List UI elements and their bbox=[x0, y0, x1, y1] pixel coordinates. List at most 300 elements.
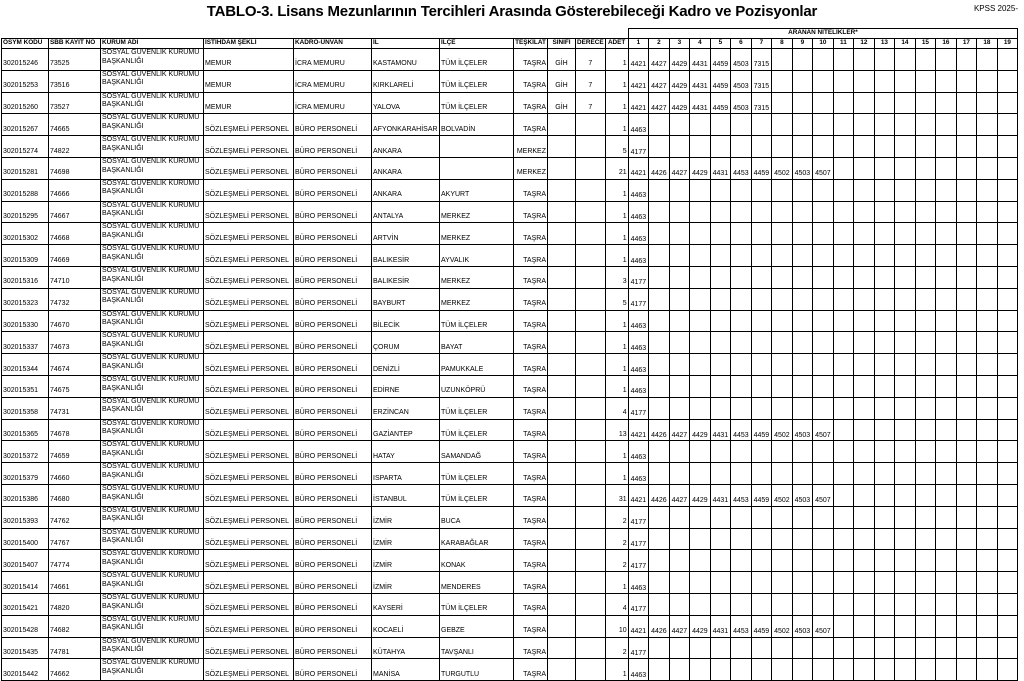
cell-nitelik-9 bbox=[792, 114, 813, 136]
cell-nitelik-10 bbox=[813, 637, 834, 659]
cell-il: MANİSA bbox=[372, 659, 440, 681]
cell-nitelik-4 bbox=[690, 550, 711, 572]
cell-nitelik-8 bbox=[772, 223, 793, 245]
cell-nitelik-2 bbox=[649, 245, 670, 267]
cell-sinifi bbox=[548, 266, 576, 288]
kurum-line: BAŞKANLIĞI bbox=[102, 231, 144, 239]
cell-nitelik-13 bbox=[874, 506, 895, 528]
cell-nitelik-9 bbox=[792, 288, 813, 310]
cell-osym-kodu: 302015414 bbox=[2, 572, 49, 594]
cell-sbb-kayit-no: 74774 bbox=[49, 550, 101, 572]
cell-adet: 3 bbox=[605, 266, 628, 288]
cell-nitelik-15 bbox=[915, 637, 936, 659]
cell-nitelik-4: 4431 bbox=[690, 49, 711, 71]
cell-nitelik-5 bbox=[710, 266, 731, 288]
cell-il: İZMİR bbox=[372, 550, 440, 572]
cell-nitelik-13 bbox=[874, 114, 895, 136]
col-kadro-unvan: KADRO-ÜNVAN bbox=[294, 39, 372, 49]
cell-nitelik-17 bbox=[956, 223, 977, 245]
cell-nitelik-16 bbox=[936, 550, 957, 572]
cell-nitelik-17 bbox=[956, 593, 977, 615]
cell-il: ISPARTA bbox=[372, 463, 440, 485]
cell-kurum-adi bbox=[101, 572, 204, 594]
cell-nitelik-8 bbox=[772, 593, 793, 615]
cell-nitelik-7: 4459 bbox=[751, 157, 772, 179]
cell-sbb-kayit-no: 74682 bbox=[49, 615, 101, 637]
cell-nitelik-16 bbox=[936, 572, 957, 594]
cell-nitelik-1: 4177 bbox=[628, 397, 649, 419]
kurum-line: BAŞKANLIĞI bbox=[102, 471, 144, 479]
cell-kadro-unvan: BÜRO PERSONELİ bbox=[294, 637, 372, 659]
cell-sinifi bbox=[548, 310, 576, 332]
cell-nitelik-13 bbox=[874, 637, 895, 659]
cell-nitelik-18 bbox=[977, 506, 998, 528]
cell-nitelik-3: 4427 bbox=[669, 419, 690, 441]
cell-istihdam-sekli: SÖZLEŞMELİ PERSONEL bbox=[204, 310, 294, 332]
cell-nitelik-3 bbox=[669, 659, 690, 681]
table-row bbox=[2, 375, 1018, 397]
col-nitelik-17: 17 bbox=[956, 39, 977, 49]
kurum-line: BAŞKANLIĞI bbox=[102, 646, 144, 654]
col-nitelik-4: 4 bbox=[690, 39, 711, 49]
cell-istihdam-sekli: SÖZLEŞMELİ PERSONEL bbox=[204, 659, 294, 681]
cell-nitelik-9 bbox=[792, 593, 813, 615]
cell-nitelik-15 bbox=[915, 201, 936, 223]
cell-sinifi bbox=[548, 201, 576, 223]
cell-sbb-kayit-no: 74732 bbox=[49, 288, 101, 310]
cell-nitelik-1: 4421 bbox=[628, 615, 649, 637]
cell-sinifi: GİH bbox=[548, 92, 576, 114]
cell-nitelik-4 bbox=[690, 463, 711, 485]
cell-nitelik-3 bbox=[669, 528, 690, 550]
cell-nitelik-2 bbox=[649, 332, 670, 354]
cell-istihdam-sekli: SÖZLEŞMELİ PERSONEL bbox=[204, 637, 294, 659]
cell-nitelik-2 bbox=[649, 550, 670, 572]
cell-kurum-adi bbox=[101, 419, 204, 441]
cell-nitelik-7 bbox=[751, 659, 772, 681]
cell-nitelik-18 bbox=[977, 288, 998, 310]
cell-nitelik-10 bbox=[813, 136, 834, 158]
cell-nitelik-9 bbox=[792, 70, 813, 92]
cell-nitelik-13 bbox=[874, 201, 895, 223]
cell-nitelik-11 bbox=[833, 419, 854, 441]
cell-ilce: KONAK bbox=[440, 550, 514, 572]
cell-nitelik-11 bbox=[833, 332, 854, 354]
cell-osym-kodu: 302015330 bbox=[2, 310, 49, 332]
cell-kurum-adi bbox=[101, 245, 204, 267]
kurum-line: BAŞKANLIĞI bbox=[102, 558, 144, 566]
col-nitelik-13: 13 bbox=[874, 39, 895, 49]
col-nitelik-8: 8 bbox=[772, 39, 793, 49]
kurum-line: SOSYAL GÜVENLİK KURUMU bbox=[102, 397, 200, 405]
cell-nitelik-12 bbox=[854, 615, 875, 637]
cell-nitelik-12 bbox=[854, 506, 875, 528]
col-nitelik-14: 14 bbox=[895, 39, 916, 49]
cell-il: KAYSERİ bbox=[372, 593, 440, 615]
cell-kadro-unvan: BÜRO PERSONELİ bbox=[294, 245, 372, 267]
cell-nitelik-17 bbox=[956, 397, 977, 419]
cell-sinifi bbox=[548, 506, 576, 528]
cell-nitelik-8 bbox=[772, 136, 793, 158]
cell-sinifi bbox=[548, 223, 576, 245]
cell-ilce: MENDERES bbox=[440, 572, 514, 594]
cell-nitelik-11 bbox=[833, 572, 854, 594]
cell-nitelik-8 bbox=[772, 441, 793, 463]
col-nitelik-9: 9 bbox=[792, 39, 813, 49]
cell-nitelik-1: 4177 bbox=[628, 550, 649, 572]
kurum-line: BAŞKANLIĞI bbox=[102, 667, 144, 675]
cell-kadro-unvan: BÜRO PERSONELİ bbox=[294, 463, 372, 485]
cell-nitelik-10 bbox=[813, 397, 834, 419]
cell-nitelik-5 bbox=[710, 310, 731, 332]
cell-istihdam-sekli: SÖZLEŞMELİ PERSONEL bbox=[204, 179, 294, 201]
cell-nitelik-11 bbox=[833, 49, 854, 71]
cell-nitelik-17 bbox=[956, 310, 977, 332]
cell-nitelik-10 bbox=[813, 70, 834, 92]
kurum-line: SOSYAL GÜVENLİK KURUMU bbox=[102, 179, 200, 187]
cell-nitelik-6: 4503 bbox=[731, 92, 752, 114]
cell-nitelik-16 bbox=[936, 332, 957, 354]
cell-nitelik-9: 4503 bbox=[792, 615, 813, 637]
cell-derece bbox=[576, 332, 606, 354]
cell-nitelik-18 bbox=[977, 49, 998, 71]
cell-nitelik-8 bbox=[772, 397, 793, 419]
cell-nitelik-15 bbox=[915, 615, 936, 637]
cell-nitelik-4 bbox=[690, 528, 711, 550]
cell-nitelik-6 bbox=[731, 332, 752, 354]
cell-sbb-kayit-no: 74710 bbox=[49, 266, 101, 288]
cell-nitelik-7: 7315 bbox=[751, 92, 772, 114]
kurum-line: SOSYAL GÜVENLİK KURUMU bbox=[102, 441, 200, 449]
cell-sinifi bbox=[548, 484, 576, 506]
cell-nitelik-2: 4427 bbox=[649, 70, 670, 92]
cell-nitelik-16 bbox=[936, 484, 957, 506]
cell-osym-kodu: 302015274 bbox=[2, 136, 49, 158]
table-row bbox=[2, 506, 1018, 528]
cell-nitelik-14 bbox=[895, 615, 916, 637]
cell-adet: 2 bbox=[605, 637, 628, 659]
cell-nitelik-5 bbox=[710, 506, 731, 528]
col-kurum-adi: KURUM ADI bbox=[101, 39, 204, 49]
cell-teskilat: TAŞRA bbox=[514, 659, 548, 681]
cell-nitelik-16 bbox=[936, 70, 957, 92]
cell-nitelik-6 bbox=[731, 375, 752, 397]
kurum-line: SOSYAL GÜVENLİK KURUMU bbox=[102, 593, 200, 601]
cell-nitelik-6 bbox=[731, 288, 752, 310]
cell-osym-kodu: 302015302 bbox=[2, 223, 49, 245]
kurum-line: BAŞKANLIĞI bbox=[102, 406, 144, 414]
cell-nitelik-2 bbox=[649, 637, 670, 659]
cell-nitelik-6 bbox=[731, 397, 752, 419]
cell-sinifi bbox=[548, 419, 576, 441]
kurum-line: SOSYAL GÜVENLİK KURUMU bbox=[102, 659, 200, 667]
cell-kadro-unvan: BÜRO PERSONELİ bbox=[294, 528, 372, 550]
cell-nitelik-6 bbox=[731, 179, 752, 201]
cell-nitelik-13 bbox=[874, 245, 895, 267]
cell-teskilat: TAŞRA bbox=[514, 615, 548, 637]
cell-sbb-kayit-no: 74674 bbox=[49, 354, 101, 376]
cell-nitelik-11 bbox=[833, 397, 854, 419]
cell-nitelik-12 bbox=[854, 441, 875, 463]
cell-nitelik-18 bbox=[977, 157, 998, 179]
col-nitelik-12: 12 bbox=[854, 39, 875, 49]
cell-nitelik-11 bbox=[833, 310, 854, 332]
cell-ilce: GEBZE bbox=[440, 615, 514, 637]
cell-nitelik-14 bbox=[895, 92, 916, 114]
cell-nitelik-6: 4453 bbox=[731, 157, 752, 179]
cell-teskilat: TAŞRA bbox=[514, 245, 548, 267]
cell-nitelik-13 bbox=[874, 550, 895, 572]
col-istihdam-sekli: İSTİHDAM ŞEKLİ bbox=[204, 39, 294, 49]
cell-nitelik-8 bbox=[772, 463, 793, 485]
cell-nitelik-13 bbox=[874, 136, 895, 158]
cell-nitelik-3 bbox=[669, 179, 690, 201]
cell-osym-kodu: 302015421 bbox=[2, 593, 49, 615]
cell-nitelik-7 bbox=[751, 310, 772, 332]
cell-nitelik-14 bbox=[895, 70, 916, 92]
cell-nitelik-7 bbox=[751, 550, 772, 572]
kurum-line: BAŞKANLIĞI bbox=[102, 188, 144, 196]
cell-nitelik-3 bbox=[669, 136, 690, 158]
cell-il: ANKARA bbox=[372, 179, 440, 201]
table-row bbox=[2, 266, 1018, 288]
cell-nitelik-12 bbox=[854, 659, 875, 681]
cell-nitelik-18 bbox=[977, 70, 998, 92]
cell-derece bbox=[576, 463, 606, 485]
cell-nitelik-17 bbox=[956, 484, 977, 506]
cell-nitelik-5 bbox=[710, 593, 731, 615]
cell-derece bbox=[576, 528, 606, 550]
table-row bbox=[2, 593, 1018, 615]
cell-nitelik-6 bbox=[731, 245, 752, 267]
cell-ilce: MERKEZ bbox=[440, 266, 514, 288]
cell-nitelik-5 bbox=[710, 332, 731, 354]
cell-nitelik-11 bbox=[833, 266, 854, 288]
kurum-line: BAŞKANLIĞI bbox=[102, 537, 144, 545]
cell-nitelik-16 bbox=[936, 310, 957, 332]
cell-nitelik-17 bbox=[956, 70, 977, 92]
cell-sinifi bbox=[548, 593, 576, 615]
cell-nitelik-7: 4459 bbox=[751, 419, 772, 441]
cell-nitelik-16 bbox=[936, 354, 957, 376]
cell-nitelik-10: 4507 bbox=[813, 419, 834, 441]
cell-nitelik-5 bbox=[710, 659, 731, 681]
cell-derece bbox=[576, 223, 606, 245]
cell-nitelik-4: 4429 bbox=[690, 615, 711, 637]
cell-nitelik-7 bbox=[751, 572, 772, 594]
cell-nitelik-1: 4463 bbox=[628, 332, 649, 354]
cell-teskilat: TAŞRA bbox=[514, 49, 548, 71]
cell-osym-kodu: 302015428 bbox=[2, 615, 49, 637]
cell-nitelik-7 bbox=[751, 528, 772, 550]
table-header bbox=[2, 29, 1018, 49]
kurum-line: BAŞKANLIĞI bbox=[102, 362, 144, 370]
cell-nitelik-14 bbox=[895, 484, 916, 506]
cell-nitelik-3 bbox=[669, 637, 690, 659]
cell-nitelik-3 bbox=[669, 201, 690, 223]
cell-adet: 2 bbox=[605, 550, 628, 572]
cell-nitelik-11 bbox=[833, 223, 854, 245]
cell-osym-kodu: 302015365 bbox=[2, 419, 49, 441]
cell-nitelik-13 bbox=[874, 484, 895, 506]
cell-ilce: TÜM İLÇELER bbox=[440, 484, 514, 506]
cell-nitelik-5 bbox=[710, 245, 731, 267]
cell-nitelik-10 bbox=[813, 572, 834, 594]
cell-nitelik-9 bbox=[792, 49, 813, 71]
cell-nitelik-17 bbox=[956, 419, 977, 441]
cell-osym-kodu: 302015309 bbox=[2, 245, 49, 267]
cell-nitelik-1: 4421 bbox=[628, 484, 649, 506]
cell-nitelik-14 bbox=[895, 179, 916, 201]
table-row bbox=[2, 637, 1018, 659]
table-row bbox=[2, 615, 1018, 637]
kurum-line: BAŞKANLIĞI bbox=[102, 253, 144, 261]
cell-ilce: TÜM İLÇELER bbox=[440, 419, 514, 441]
cell-nitelik-3 bbox=[669, 593, 690, 615]
cell-nitelik-8 bbox=[772, 114, 793, 136]
cell-nitelik-13 bbox=[874, 49, 895, 71]
kurum-line: BAŞKANLIĞI bbox=[102, 340, 144, 348]
cell-ilce: TÜM İLÇELER bbox=[440, 49, 514, 71]
cell-ilce: BOLVADİN bbox=[440, 114, 514, 136]
cell-kadro-unvan: BÜRO PERSONELİ bbox=[294, 114, 372, 136]
cell-nitelik-13 bbox=[874, 615, 895, 637]
corner-label: KPSS 2025- bbox=[973, 4, 1018, 13]
cell-ilce: KARABAĞLAR bbox=[440, 528, 514, 550]
cell-osym-kodu: 302015316 bbox=[2, 266, 49, 288]
table-row bbox=[2, 354, 1018, 376]
cell-nitelik-14 bbox=[895, 157, 916, 179]
kurum-line: BAŞKANLIĞI bbox=[102, 624, 144, 632]
cell-nitelik-10 bbox=[813, 441, 834, 463]
cell-nitelik-5: 4459 bbox=[710, 70, 731, 92]
cell-nitelik-3: 4427 bbox=[669, 484, 690, 506]
cell-nitelik-7 bbox=[751, 397, 772, 419]
cell-nitelik-8 bbox=[772, 659, 793, 681]
cell-derece bbox=[576, 157, 606, 179]
cell-nitelik-13 bbox=[874, 375, 895, 397]
cell-nitelik-19 bbox=[997, 266, 1018, 288]
cell-nitelik-12 bbox=[854, 157, 875, 179]
cell-il: DENİZLİ bbox=[372, 354, 440, 376]
cell-nitelik-6: 4453 bbox=[731, 484, 752, 506]
cell-nitelik-19 bbox=[997, 484, 1018, 506]
cell-nitelik-15 bbox=[915, 572, 936, 594]
cell-nitelik-7 bbox=[751, 136, 772, 158]
cell-nitelik-18 bbox=[977, 419, 998, 441]
cell-nitelik-19 bbox=[997, 615, 1018, 637]
cell-ilce: BAYAT bbox=[440, 332, 514, 354]
cell-nitelik-3 bbox=[669, 463, 690, 485]
cell-teskilat: TAŞRA bbox=[514, 310, 548, 332]
kurum-line: SOSYAL GÜVENLİK KURUMU bbox=[102, 354, 200, 362]
cell-ilce bbox=[440, 157, 514, 179]
cell-nitelik-13 bbox=[874, 92, 895, 114]
cell-nitelik-12 bbox=[854, 528, 875, 550]
cell-nitelik-3 bbox=[669, 288, 690, 310]
cell-nitelik-19 bbox=[997, 572, 1018, 594]
cell-ilce: TÜM İLÇELER bbox=[440, 397, 514, 419]
cell-istihdam-sekli: SÖZLEŞMELİ PERSONEL bbox=[204, 157, 294, 179]
cell-nitelik-3: 4427 bbox=[669, 157, 690, 179]
col-nitelik-5: 5 bbox=[710, 39, 731, 49]
cell-nitelik-4 bbox=[690, 593, 711, 615]
cell-nitelik-18 bbox=[977, 332, 998, 354]
cell-nitelik-11 bbox=[833, 637, 854, 659]
cell-nitelik-16 bbox=[936, 92, 957, 114]
cell-nitelik-2 bbox=[649, 659, 670, 681]
cell-nitelik-18 bbox=[977, 637, 998, 659]
cell-nitelik-11 bbox=[833, 288, 854, 310]
cell-nitelik-15 bbox=[915, 375, 936, 397]
cell-nitelik-9 bbox=[792, 397, 813, 419]
cell-teskilat: TAŞRA bbox=[514, 266, 548, 288]
cell-il: HATAY bbox=[372, 441, 440, 463]
cell-nitelik-8: 4502 bbox=[772, 419, 793, 441]
cell-nitelik-7 bbox=[751, 332, 772, 354]
cell-kadro-unvan: BÜRO PERSONELİ bbox=[294, 593, 372, 615]
cell-nitelik-9 bbox=[792, 245, 813, 267]
cell-osym-kodu: 302015400 bbox=[2, 528, 49, 550]
cell-nitelik-2 bbox=[649, 114, 670, 136]
cell-istihdam-sekli: SÖZLEŞMELİ PERSONEL bbox=[204, 201, 294, 223]
cell-nitelik-9: 4503 bbox=[792, 484, 813, 506]
cell-nitelik-15 bbox=[915, 310, 936, 332]
cell-nitelik-19 bbox=[997, 332, 1018, 354]
cell-kadro-unvan: BÜRO PERSONELİ bbox=[294, 157, 372, 179]
cell-nitelik-9: 4503 bbox=[792, 419, 813, 441]
cell-sbb-kayit-no: 74820 bbox=[49, 593, 101, 615]
cell-nitelik-18 bbox=[977, 266, 998, 288]
cell-nitelik-3 bbox=[669, 223, 690, 245]
cell-nitelik-16 bbox=[936, 593, 957, 615]
cell-kurum-adi bbox=[101, 201, 204, 223]
cell-nitelik-15 bbox=[915, 484, 936, 506]
cell-nitelik-17 bbox=[956, 441, 977, 463]
cell-nitelik-7: 4459 bbox=[751, 484, 772, 506]
kurum-line: SOSYAL GÜVENLİK KURUMU bbox=[102, 375, 200, 383]
cell-derece bbox=[576, 484, 606, 506]
cell-sinifi bbox=[548, 615, 576, 637]
cell-osym-kodu: 302015379 bbox=[2, 463, 49, 485]
cell-nitelik-6 bbox=[731, 136, 752, 158]
cell-nitelik-11 bbox=[833, 659, 854, 681]
kurum-line: SOSYAL GÜVENLİK KURUMU bbox=[102, 310, 200, 318]
cell-nitelik-6 bbox=[731, 463, 752, 485]
cell-nitelik-16 bbox=[936, 441, 957, 463]
cell-teskilat: TAŞRA bbox=[514, 375, 548, 397]
cell-nitelik-2 bbox=[649, 441, 670, 463]
cell-nitelik-10 bbox=[813, 550, 834, 572]
cell-ilce: MERKEZ bbox=[440, 201, 514, 223]
kurum-line: SOSYAL GÜVENLİK KURUMU bbox=[102, 266, 200, 274]
cell-nitelik-18 bbox=[977, 659, 998, 681]
cell-nitelik-9 bbox=[792, 310, 813, 332]
cell-nitelik-1: 4463 bbox=[628, 375, 649, 397]
cell-il: ERZİNCAN bbox=[372, 397, 440, 419]
cell-nitelik-5: 4459 bbox=[710, 49, 731, 71]
cell-derece bbox=[576, 114, 606, 136]
cell-nitelik-18 bbox=[977, 310, 998, 332]
cell-nitelik-11 bbox=[833, 375, 854, 397]
cell-nitelik-1: 4421 bbox=[628, 70, 649, 92]
cell-nitelik-15 bbox=[915, 506, 936, 528]
cell-adet: 1 bbox=[605, 114, 628, 136]
kurum-line: SOSYAL GÜVENLİK KURUMU bbox=[102, 615, 200, 623]
col-nitelik-3: 3 bbox=[669, 39, 690, 49]
cell-nitelik-10: 4507 bbox=[813, 615, 834, 637]
cell-adet: 2 bbox=[605, 528, 628, 550]
